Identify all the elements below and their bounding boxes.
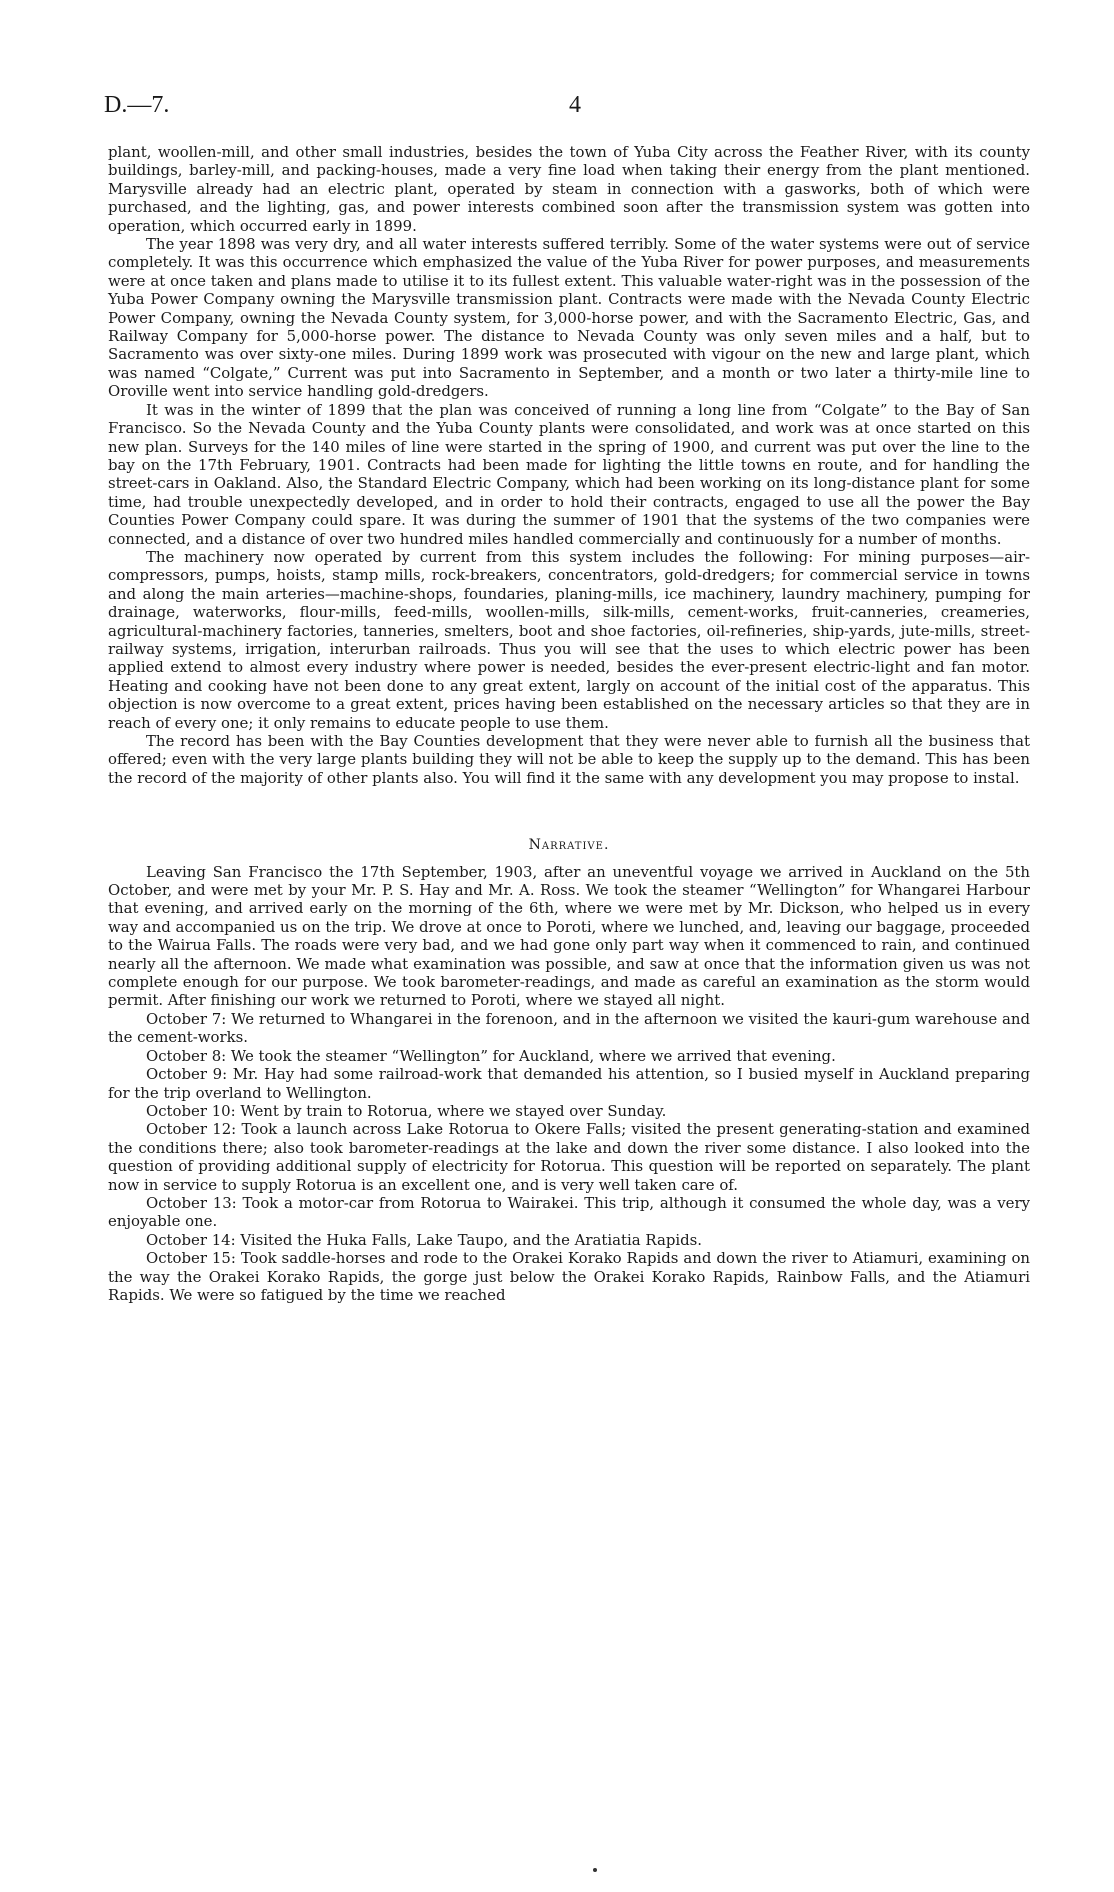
document-body bbox=[108, 143, 1030, 1304]
section-heading: Narrative. bbox=[528, 837, 610, 854]
diary-entry: October 10: Went by train to Rotorua, where we stayed over Sunday. bbox=[146, 1101, 667, 1120]
diary-entry: October 15: Took saddle-horses and rode to the Orakei Korako Rapids and down the river to Atiamuri, examining on the way the Orakei Korako Rapids, the gorge just below the Orakei Korako Rapids, Rainbow Falls, and the Atiamuri Rapids. We were so fatigued by the time we reached bbox=[108, 1249, 1030, 1304]
paragraph: The record has been with the Bay Counties development that they were never able to furnish all the business that offered; even with the very large plants building they will not be able to keep the supply up to the demand. This has been the record of the majority of other plants also. You will find it the same with any development you may propose to instal. bbox=[108, 732, 1030, 787]
document-reference: D.—7. bbox=[104, 92, 170, 118]
paragraph: The machinery now operated by current from this system includes the following: For mining purposes—air-compressors, pumps, hoists, stamp mills, rock-breakers, concentrators, gold-dredgers; for commercial service in towns and along the main arteries—machine-shops, foundaries, planing-mills, ice machinery, laundry machinery, pumping for drainage, waterworks, flour-mills, feed-mills, woollen-mills, silk-mills, cement-works, fruit-canneries, creameries, agricultural-machinery factories, tanneries, smelters, boot and shoe factories, oil-refineries, ship-yards, jute-mills, street-railway systems, irrigation, interurban railroads. Thus you will see that the uses to which electric power has been applied extend to almost every industry where power is needed, besides the ever-present electric-light and fan motor. Heating and cooking have not been done to any great extent, largly on account of the initial cost of the apparatus. This objection is now overcome to a great extent, prices having been established on the necessary articles so that they are in reach of every one; it only remains to educate people to use them. bbox=[108, 547, 1030, 732]
diary-entry: October 7: We returned to Whangarei in the forenoon, and in the afternoon we visited the kauri-gum warehouse and the cement-works. bbox=[108, 1009, 1030, 1047]
diary-entry: October 8: We took the steamer “Wellington” for Auckland, where we arrived that evening. bbox=[146, 1046, 836, 1065]
paragraph: It was in the winter of 1899 that the plan was conceived of running a long line from “Colgate” to the Bay of San Francisco. So the Nevada County and the Yuba County plants were consolidated, and work was at once started on this new plan. Surveys for the 140 miles of line were started in the spring of 1900, and current was put over the line to the bay on the 17th February, 1901. Contracts had been made for lighting the little towns en route, and for handling the street-cars in Oakland. Also, the Standard Electric Company, which had been working on its long-distance plant for some time, had trouble unexpectedly developed, and in order to hold their contracts, engaged to use all the power the Bay Counties Power Company could spare. It was during the summer of 1901 that the systems of the two companies were connected, and a distance of over two hundred miles handled commercially and continuously for a number of months. bbox=[108, 400, 1030, 548]
diary-entry: October 12: Took a launch across Lake Rotorua to Okere Falls; visited the present generating-station and examined the conditions there; also took barometer-readings at the lake and down the river some distance. I also looked into the question of providing additional supply of electricity for Rotorua. This question will be reported on separately. The plant now in service to supply Rotorua is an excellent one, and is very well taken care of. bbox=[108, 1120, 1030, 1194]
diary-entry: October 13: Took a motor-car from Rotorua to Wairakei. This trip, although it consumed the whole day, was a very enjoyable one. bbox=[108, 1193, 1030, 1231]
diary-entry: October 14: Visited the Huka Falls, Lake Taupo, and the Aratiatia Rapids. bbox=[146, 1230, 703, 1249]
diary-entry: October 9: Mr. Hay had some railroad-work that demanded his attention, so I busied myself in Auckland preparing for the trip overland to Wellington. bbox=[108, 1065, 1030, 1102]
paragraph: The year 1898 was very dry, and all water interests suffered terribly. Some of the water systems were out of service completely. It was this occurrence which emphasized the value of the Yuba River for power purposes, and measurements were at once taken and plans made to utilise it to its fullest extent. This valuable water-right was in the possession of the Yuba Power Company owning the Marysville transmission plant. Contracts were made with the Nevada County Electric Power Company, owning the Nevada County system, for 3,000-horse power, and with the Sacramento Electric, Gas, and Railway Company for 5,000-horse power. The distance to Nevada County was only seven miles and a half, but to Sacramento was over sixty-one miles. During 1899 work was prosecuted with vigour on the new and large plant, which was named “Colgate,” Current was put into Sacramento in September, and a month or two later a thirty-mile line to Oroville went into service handling gold-dredgers. bbox=[108, 235, 1030, 401]
paragraph: plant, woollen-mill, and other small industries, besides the town of Yuba City across the Feather River, with its county buildings, barley-mill, and packing-houses, made a very fine load when taking their energy from the plant mentioned. Marysville already had an electric plant, operated by steam in connection with a gasworks, both of which were purchased, and the lighting, gas, and power interests combined soon after the transmission system was gotten into operation, which occurred early in 1899. bbox=[108, 143, 1030, 235]
page-number: 4 bbox=[569, 92, 581, 118]
page-mark bbox=[593, 1868, 597, 1872]
page-header bbox=[104, 92, 1034, 122]
narrative-paragraph: Leaving San Francisco the 17th September, 1903, after an uneventful voyage we arrived in Auckland on the 5th October, and were met by your Mr. P. S. Hay and Mr. A. Ross. We took the steamer “Wellington” for Whangarei Harbour that evening, and arrived early on the morning of the 6th, where we were met by Mr. Dickson, who helped us in every way and accompanied us on the trip. We drove at once to Poroti, where we lunched, and, leaving our baggage, proceeded to the Wairua Falls. The roads were very bad, and we had gone only part way when it commenced to rain, and continued nearly all the afternoon. We made what examination was possible, and saw at once that the information given us was not complete enough for our purpose. We took barometer-readings, and made as careful an examination as the storm would permit. After finishing our work we returned to Poroti, where we stayed all night. bbox=[108, 862, 1030, 1010]
